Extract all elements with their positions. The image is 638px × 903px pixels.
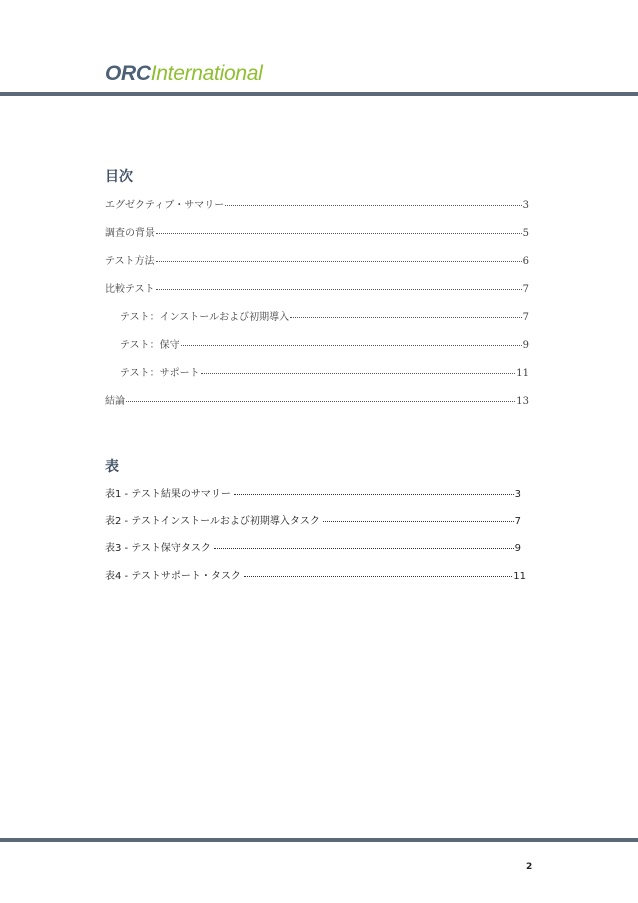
toc-entry-page: 7 xyxy=(522,284,529,295)
toc-entry-label: テスト方法 xyxy=(105,256,155,267)
dot-leader xyxy=(244,576,512,577)
logo-international-text: International xyxy=(150,62,263,85)
table-entry-4[interactable] xyxy=(105,567,526,582)
logo-orc-text: ORC xyxy=(105,62,151,85)
page-number: 2 xyxy=(526,862,533,872)
toc-entry-page: 3 xyxy=(522,200,529,211)
table-entry-label: 表3 - テスト保守タスク xyxy=(105,543,211,554)
toc-heading: 目次 xyxy=(105,169,133,185)
toc-entry-install[interactable] xyxy=(120,308,529,323)
table-entry-page: 3 xyxy=(514,489,521,500)
toc-entry-label: テスト：インストールおよび初期導入 xyxy=(120,312,290,323)
table-entry-label: 表2 - テストインストールおよび初期導入タスク xyxy=(105,516,320,527)
dot-leader xyxy=(156,289,522,290)
toc-entry-page: 11 xyxy=(516,368,529,379)
dot-leader xyxy=(225,205,521,206)
toc-entry-label: テスト：サポート xyxy=(120,368,200,379)
dot-leader xyxy=(156,233,522,234)
table-entry-page: 7 xyxy=(514,516,521,527)
dot-leader xyxy=(201,373,516,374)
dot-leader xyxy=(234,494,514,495)
toc-entry-label: 結論 xyxy=(105,396,125,407)
toc-entry-conclusion[interactable] xyxy=(105,392,529,407)
table-entry-page: 9 xyxy=(514,543,521,554)
table-entry-label: 表1 - テスト結果のサマリー xyxy=(105,489,231,500)
dot-leader xyxy=(126,401,515,402)
toc-entry-comparison-test[interactable] xyxy=(105,280,529,295)
table-entry-2[interactable] xyxy=(105,512,521,527)
toc-entry-executive-summary[interactable] xyxy=(105,196,529,211)
table-entry-page: 11 xyxy=(513,571,526,582)
toc-entry-maintenance[interactable] xyxy=(120,336,529,351)
table-entry-3[interactable] xyxy=(105,539,521,554)
toc-entry-page: 13 xyxy=(516,396,529,407)
table-entry-label: 表4 - テストサポート・タスク xyxy=(105,571,241,582)
orc-international-logo xyxy=(105,62,262,86)
toc-entry-support[interactable] xyxy=(120,364,529,379)
tables-heading: 表 xyxy=(105,459,119,475)
toc-entry-page: 7 xyxy=(522,312,529,323)
toc-entry-label: 調査の背景 xyxy=(105,228,155,239)
dot-leader xyxy=(156,261,522,262)
dot-leader xyxy=(323,521,514,522)
toc-entry-page: 9 xyxy=(522,340,529,351)
table-entry-1[interactable] xyxy=(105,485,521,500)
dot-leader xyxy=(290,317,522,318)
toc-entry-page: 5 xyxy=(522,228,529,239)
toc-entry-test-method[interactable] xyxy=(105,252,529,267)
toc-entry-label: エグゼクティブ・サマリー xyxy=(105,200,225,211)
dot-leader xyxy=(214,548,514,549)
toc-entry-background[interactable] xyxy=(105,224,529,239)
toc-entry-label: 比較テスト xyxy=(105,284,155,295)
toc-entry-label: テスト：保守 xyxy=(120,340,180,351)
toc-entry-page: 6 xyxy=(522,256,529,267)
footer-rule xyxy=(0,838,638,842)
header-rule xyxy=(0,92,638,96)
dot-leader xyxy=(181,345,522,346)
